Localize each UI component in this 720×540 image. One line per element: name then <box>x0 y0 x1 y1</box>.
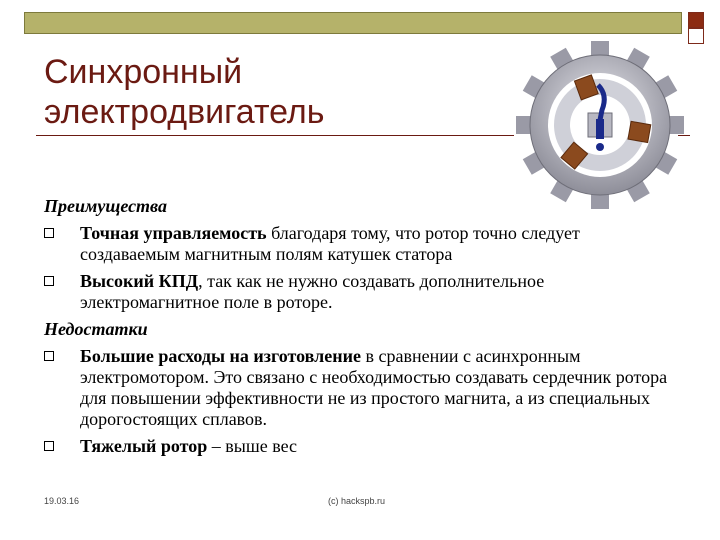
footer-date: 19.03.16 <box>44 496 80 506</box>
item-text: , так как не нужно создавать дополнительное электромагнитное поле в роторе. <box>80 271 545 312</box>
list-item <box>44 346 674 430</box>
list-item <box>44 223 674 265</box>
item-bold: Тяжелый ротор <box>80 436 208 456</box>
title-underline <box>36 135 514 136</box>
slide-content <box>44 196 674 463</box>
title-line-2: электродвигатель <box>44 93 325 131</box>
decor-square-empty <box>688 28 704 44</box>
footer-credit: (c) hackspb.ru <box>328 496 386 506</box>
list-item <box>44 271 674 313</box>
bullet-box-icon <box>44 228 54 238</box>
item-text: благодаря тому, что ротор точно следует создаваемым магнитным полям катушек статора <box>80 223 580 264</box>
bullet-box-icon <box>44 441 54 451</box>
advantages-heading: Преимущества <box>44 196 167 216</box>
top-decor-bar <box>24 12 682 34</box>
motor-illustration <box>515 40 685 210</box>
item-bold: Точная управляемость <box>80 223 267 243</box>
item-text: в сравнении с асинхронным электромотором. Это связано с необходимостью создавать сердечник ротора для повышении эффективности не из простого магнита, а из специальных дорогостоящих сплавов. <box>80 346 668 429</box>
title-line-1: Синхронный <box>44 53 243 91</box>
item-bold: Большие расходы на изготовление <box>80 346 361 366</box>
slide-title <box>44 52 464 132</box>
item-bold: Высокий КПД <box>80 271 199 291</box>
item-text: – выше вес <box>207 436 298 456</box>
list-item <box>44 436 674 457</box>
disadvantages-heading: Недостатки <box>44 319 148 339</box>
decor-square-filled <box>688 12 704 28</box>
bullet-box-icon <box>44 276 54 286</box>
bullet-box-icon <box>44 351 54 361</box>
